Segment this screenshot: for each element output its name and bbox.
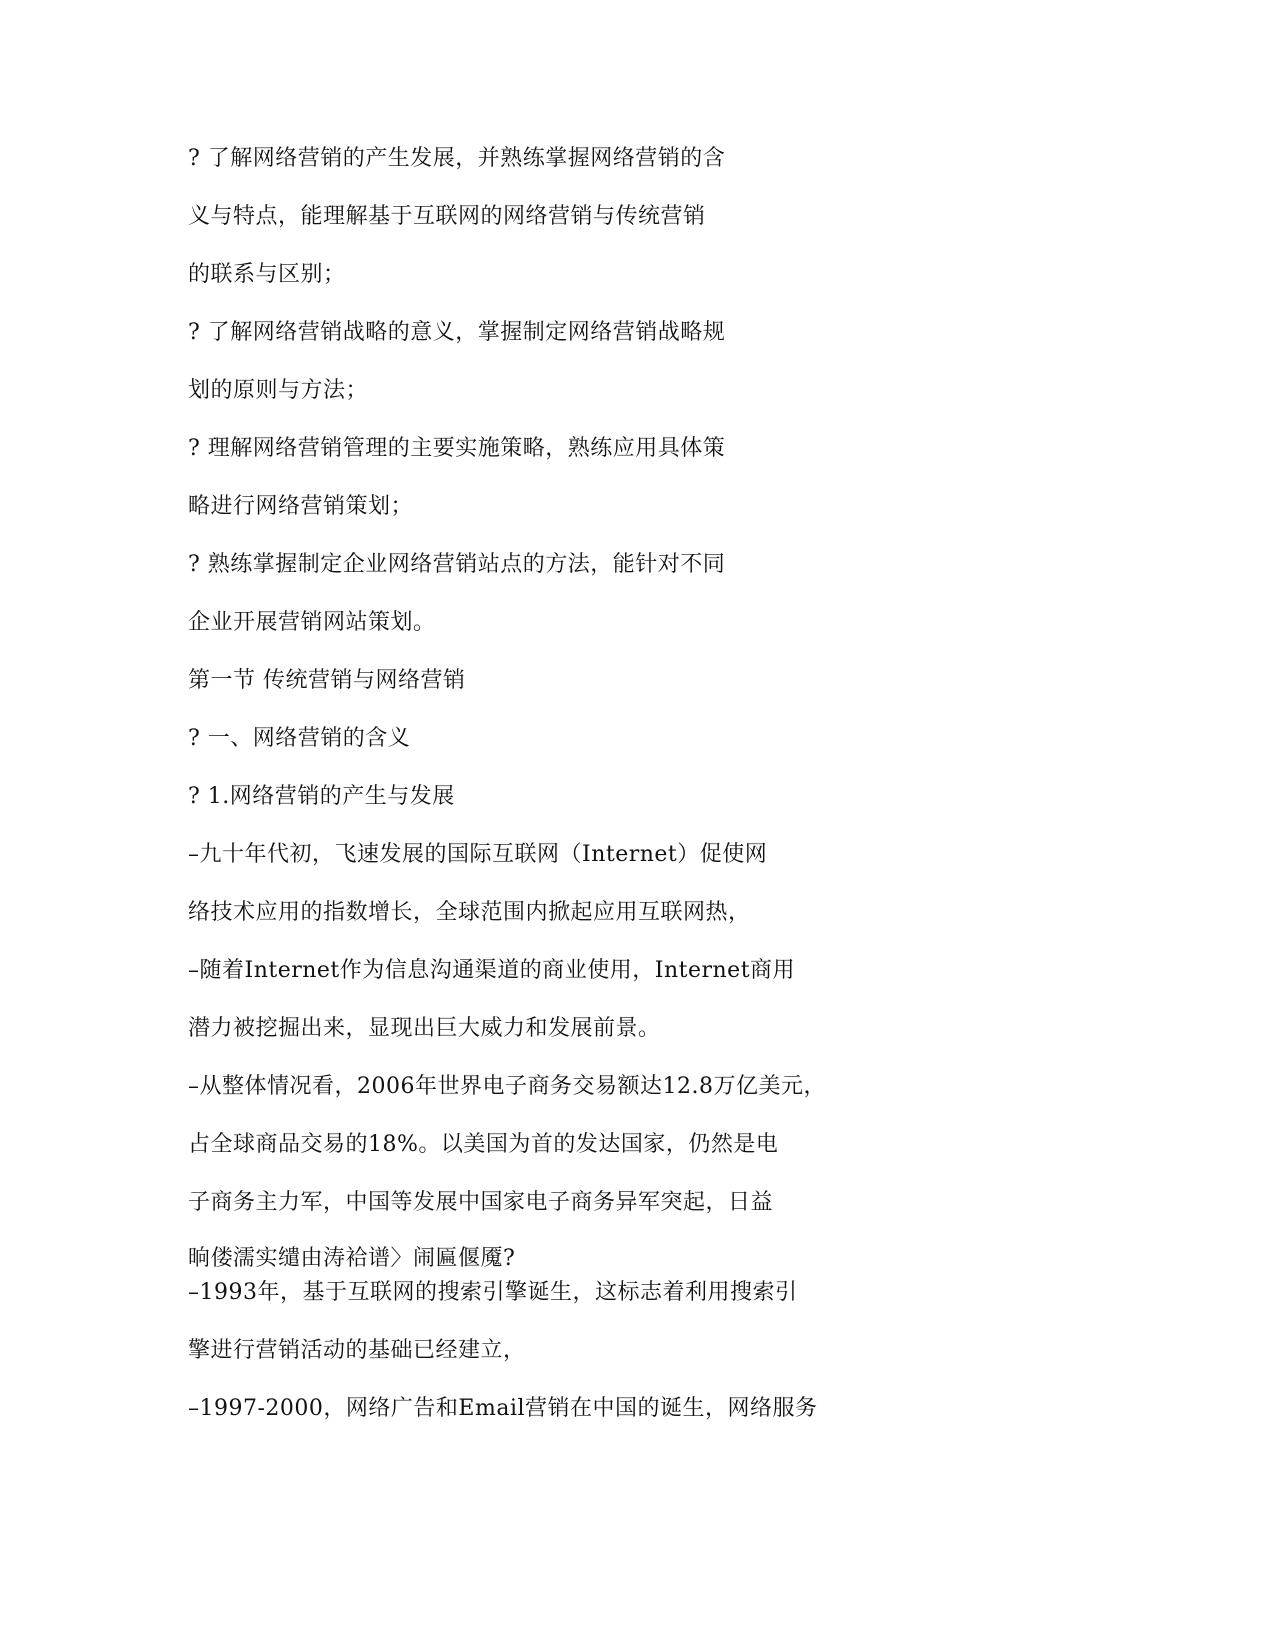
body-line-10: –1997-2000，网络广告和Email营销在中国的诞生，网络服务 xyxy=(188,1396,818,1421)
objective-line-1: ? 了解网络营销的产生发展，并熟练掌握网络营销的含 xyxy=(188,146,726,171)
objective-line-7: 略进行网络营销策划； xyxy=(188,494,414,519)
body-line-2: 络技术应用的指数增长，全球范围内掀起应用互联网热， xyxy=(188,900,751,925)
body-line-3: –随着Internet作为信息沟通渠道的商业使用，Internet商用 xyxy=(188,958,796,983)
objective-line-5: 划的原则与方法； xyxy=(188,378,369,403)
body-line-6: 占全球商品交易的18%。以美国为首的发达国家，仍然是电 xyxy=(188,1132,779,1157)
objective-line-4: ? 了解网络营销战略的意义，掌握制定网络营销战略规 xyxy=(188,320,726,345)
subsubsection-heading: ? 1.网络营销的产生与发展 xyxy=(188,784,455,809)
objective-line-9: 企业开展营销网站策划。 xyxy=(188,610,436,635)
body-line-7: 子商务主力军，中国等发展中国家电子商务异军突起，日益 xyxy=(188,1190,774,1215)
body-line-garbled: 晌偻濡实缱由涛袷谱〉闹匾偃魇? xyxy=(188,1246,516,1271)
body-line-5: –从整体情况看，2006年世界电子商务交易额达12.8万亿美元， xyxy=(188,1074,826,1099)
body-line-4: 潜力被挖掘出来，显现出巨大威力和发展前景。 xyxy=(188,1016,661,1041)
objective-line-6: ? 理解网络营销管理的主要实施策略，熟练应用具体策 xyxy=(188,436,726,461)
subsection-heading: ? 一、网络营销的含义 xyxy=(188,726,411,751)
objective-line-8: ? 熟练掌握制定企业网络营销站点的方法，能针对不同 xyxy=(188,552,726,577)
objective-line-2: 义与特点，能理解基于互联网的网络营销与传统营销 xyxy=(188,204,706,229)
body-line-9: 擎进行营销活动的基础已经建立， xyxy=(188,1338,526,1363)
body-line-8: –1993年，基于互联网的搜索引擎诞生，这标志着利用搜索引 xyxy=(188,1280,798,1305)
objective-line-3: 的联系与区别； xyxy=(188,262,346,287)
body-line-1: –九十年代初，飞速发展的国际互联网（Internet）促使网 xyxy=(188,842,768,867)
section-heading: 第一节 传统营销与网络营销 xyxy=(188,668,466,693)
